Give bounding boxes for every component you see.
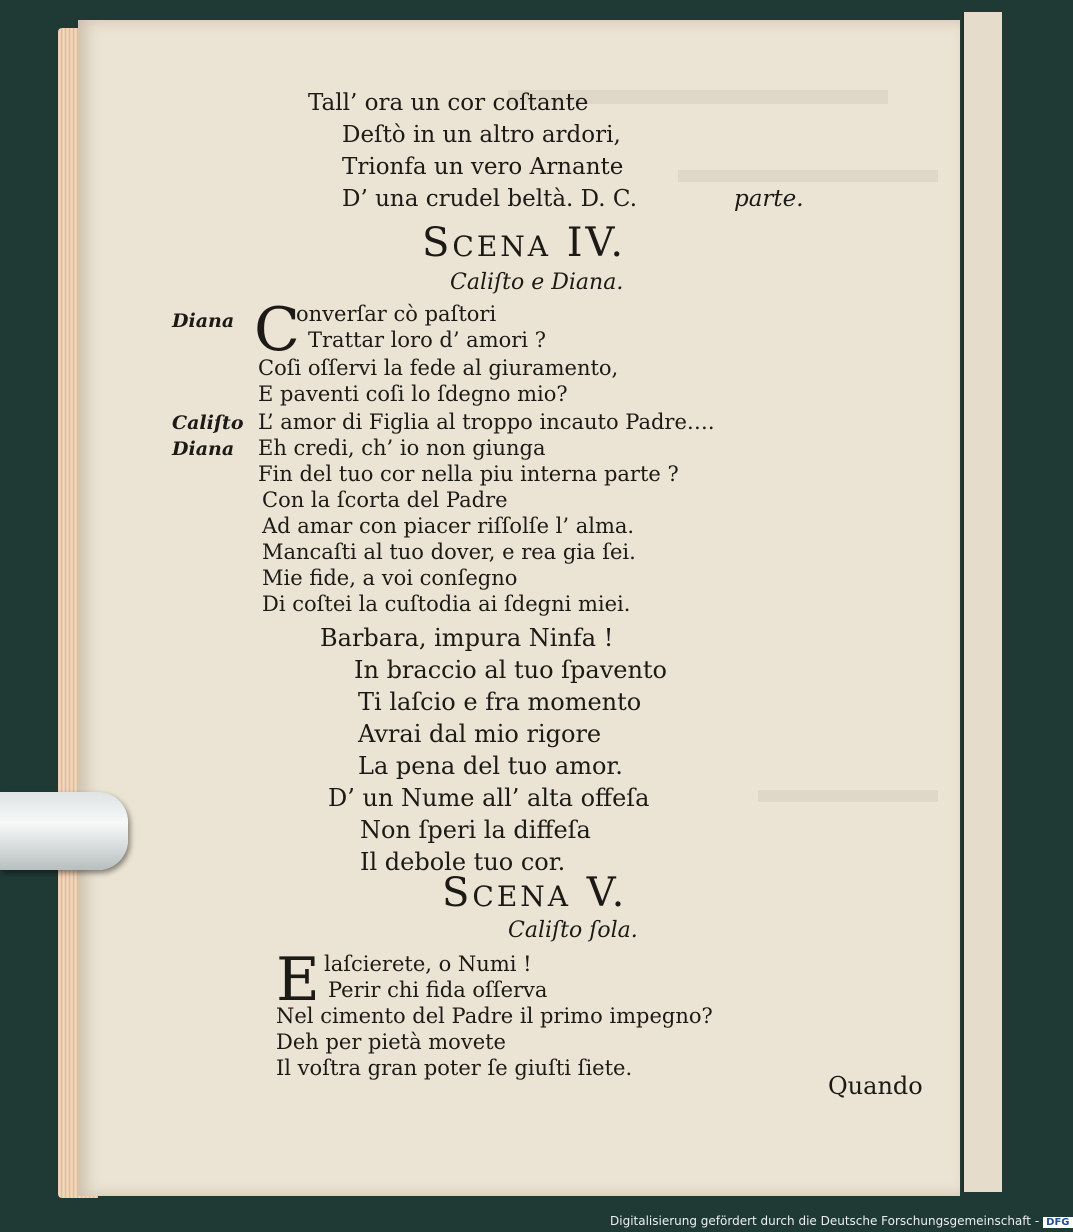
- dfg-logo: DFG: [1043, 1217, 1072, 1228]
- verse-line: Tall’ ora un cor coſtante: [308, 90, 589, 116]
- dialogue-line: L’ amor di Figlia al troppo incauto Padre….: [258, 410, 715, 434]
- scene-heading: Scena V.: [442, 870, 628, 916]
- aria-line: In braccio al tuo ſpavento: [354, 656, 668, 684]
- dialogue-line: Con la ſcorta del Padre: [262, 488, 508, 512]
- scene-subtitle: Caliſto ſola.: [508, 918, 638, 943]
- speaker-label: Caliſto: [172, 412, 244, 434]
- aria-line: D’ un Nume all’ alta offeſa: [328, 784, 650, 812]
- aria-line: Barbara, impura Ninfa !: [320, 624, 614, 652]
- dialogue-line: Eh credi, ch’ io non giunga: [258, 436, 546, 460]
- catchword: Quando: [828, 1072, 923, 1100]
- dialogue-line: Coſi oſſervi la fede al giuramento,: [258, 356, 619, 380]
- dialogue-line: Trattar loro d’ amori ?: [308, 328, 546, 352]
- dialogue-line: Deh per pietà movete: [276, 1030, 506, 1054]
- verse-line: Trionfa un vero Arnante: [342, 154, 624, 180]
- dialogue-line: Di coſtei la cuſtodia ai ſdegni miei.: [262, 592, 631, 616]
- parte-label: parte.: [734, 186, 804, 212]
- drop-cap: C: [254, 295, 300, 365]
- dialogue-line: Mie fide, a voi conſegno: [262, 566, 518, 590]
- digitization-footer: [610, 1214, 1073, 1228]
- dialogue-line: Nel cimento del Padre il primo impegno?: [276, 1004, 713, 1028]
- dialogue-line: laſcierete, o Numi !: [324, 952, 532, 976]
- aria-line: La pena del tuo amor.: [358, 752, 623, 780]
- dialogue-line: Fin del tuo cor nella piu interna parte ?: [258, 462, 679, 486]
- dialogue-line: Perir chi fida oſſerva: [328, 978, 548, 1002]
- dialogue-line: Mancaſti al tuo dover, e rea gia ſei.: [262, 540, 636, 564]
- book-page: [78, 20, 960, 1196]
- speaker-label: Diana: [172, 310, 235, 332]
- aria-line: Ti laſcio e fra momento: [358, 688, 642, 716]
- adjacent-page-edge: [962, 12, 1002, 1192]
- drop-cap: E: [276, 945, 320, 1015]
- aria-line: Il debole tuo cor.: [360, 848, 566, 876]
- aria-line: Avrai dal mio rigore: [358, 720, 602, 748]
- aria-line: Non ſperi la diffeſa: [360, 816, 591, 844]
- scene-heading: Scena IV.: [422, 220, 627, 266]
- verse-line: Deſtò in un altro ardori,: [342, 122, 621, 148]
- scene-subtitle: Caliſto e Diana.: [450, 270, 624, 295]
- dialogue-line: onverſar cò paſtori: [296, 302, 497, 326]
- verse-line: D’ una crudel beltà. D. C.: [342, 186, 638, 212]
- page-clip: [0, 792, 128, 870]
- speaker-label: Diana: [172, 438, 235, 460]
- footer-text: Digitalisierung gefördert durch die Deutsche Forschungsgemeinschaft -: [610, 1214, 1040, 1228]
- dialogue-line: Il voſtra gran poter ſe giuſti ſiete.: [276, 1056, 633, 1080]
- dialogue-line: Ad amar con piacer riſſolſe l’ alma.: [262, 514, 635, 538]
- dialogue-line: E paventi coſi lo ſdegno mio?: [258, 382, 568, 406]
